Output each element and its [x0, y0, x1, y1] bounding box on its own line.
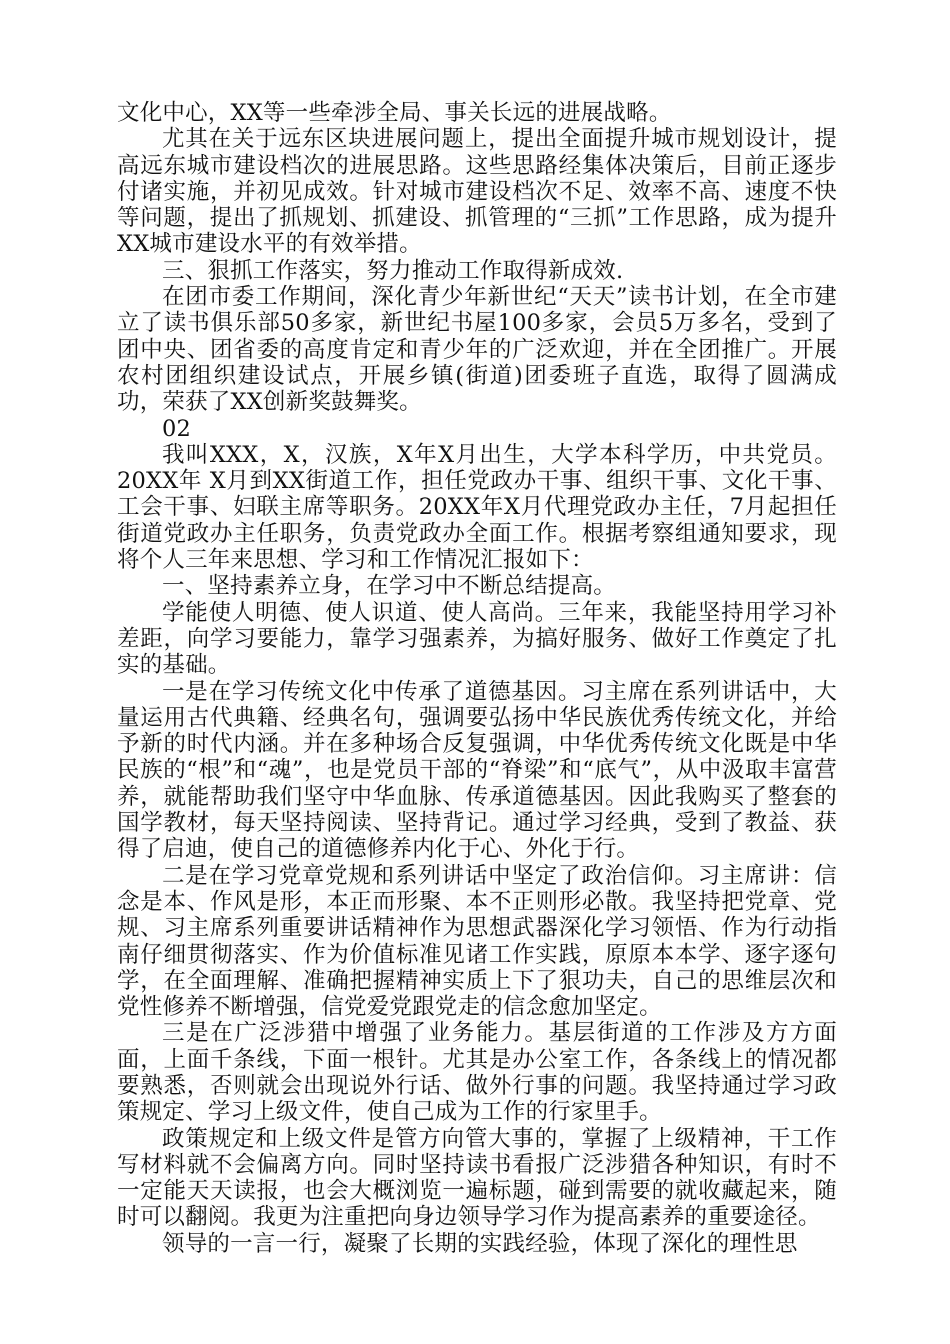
paragraph: 三是在广泛涉猎中增强了业务能力。基层街道的工作涉及方方面面，上面千条线，下面一根针。尤其是办公室工作，各条线上的情况都要熟悉，否则就会出现说外行话、做外行事的问题。我坚持通过学习政策规定、学习上级文件，使自己成为工作的行家里手。: [117, 1020, 837, 1126]
paragraph: 领导的一言一行，凝聚了长期的实践经验，体现了深化的理性思: [162, 1230, 798, 1257]
paragraph: 02: [162, 415, 192, 442]
paragraph: 三、狠抓工作落实，努力推动工作取得新成效.: [162, 257, 624, 284]
paragraph: 二是在学习党章党规和系列讲话中坚定了政治信仰。习主席讲：信念是本、作风是形，本正而形聚、本不正则形必散。我坚持把党章、党规、习主席系列重要讲话精神作为思想武器深化学习领悟、作为行动指南仔细贯彻落实、作为价值标准见诸工作实践，原原本本学、逐字逐句学，在全面理解、准确把握精神实质上下了狠功夫，自己的思维层次和党性修养不断增强，信党爱党跟党走的信念愈加坚定。: [117, 862, 837, 1021]
paragraph: 政策规定和上级文件是管方向管大事的，掌握了上级精神，干工作写材料就不会偏离方向。同时坚持读书看报广泛涉猎各种知识，有时不一定能天天读报，也会大概浏览一遍标题，碰到需要的就收藏起来，随时可以翻阅。我更为注重把向身边领导学习作为提高素养的重要途径。: [117, 1125, 837, 1231]
paragraph: 尤其在关于远东区块进展问题上，提出全面提升城市规划设计，提高远东城市建设档次的进展思路。这些思路经集体决策后，目前正逐步付诸实施，并初见成效。针对城市建设档次不足、效率不高、速度不快等问题，提出了抓规划、抓建设、抓管理的“三抓”工作思路，成为提升XX城市建设水平的有效举措。: [117, 126, 837, 258]
paragraph: 学能使人明德、使人识道、使人高尚。三年来，我能坚持用学习补差距，向学习要能力，靠学习强素养，为搞好服务、做好工作奠定了扎实的基础。: [117, 599, 837, 679]
document-body: [117, 100, 837, 1257]
paragraph: 一是在学习传统文化中传承了道德基因。习主席在系列讲话中，大量运用古代典籍、经典名句，强调要弘扬中华民族优秀传统文化，并给予新的时代内涵。并在多种场合反复强调，中华优秀传统文化既是中华民族的“根”和“魂”，也是党员干部的“脊梁”和“底气”，从中汲取丰富营养，就能帮助我们坚守中华血脉、传承道德基因。因此我购买了整套的国学教材，每天坚持阅读、坚持背记。通过学习经典，受到了教益、获得了启迪，使自己的道德修养内化于心、外化于行。: [117, 678, 837, 863]
paragraph: 在团市委工作期间，深化青少年新世纪“天天”读书计划，在全市建立了读书俱乐部50多家，新世纪书屋100多家，会员5万多名，受到了团中央、团省委的高度肯定和青少年的广泛欢迎，并在全团推广。开展农村团组织建设试点，开展乡镇(街道)团委班子直选，取得了圆满成功，荣获了XX创新奖鼓舞奖。: [117, 284, 837, 416]
paragraph: 我叫XXX，X，汉族，X年X月出生，大学本科学历，中共党员。20XX年 X月到XX街道工作，担任党政办干事、组织干事、文化干事、工会干事、妇联主席等职务。20XX年X月代理党政办主任，7月起担任街道党政办主任职务，负责党政办全面工作。根据考察组通知要求，现将个人三年来思想、学习和工作情况汇报如下：: [117, 441, 837, 574]
paragraph: 一、坚持素养立身，在学习中不断总结提高。: [162, 573, 617, 600]
paragraph: 文化中心，XX等一些牵涉全局、事关长远的进展战略。: [117, 100, 672, 126]
